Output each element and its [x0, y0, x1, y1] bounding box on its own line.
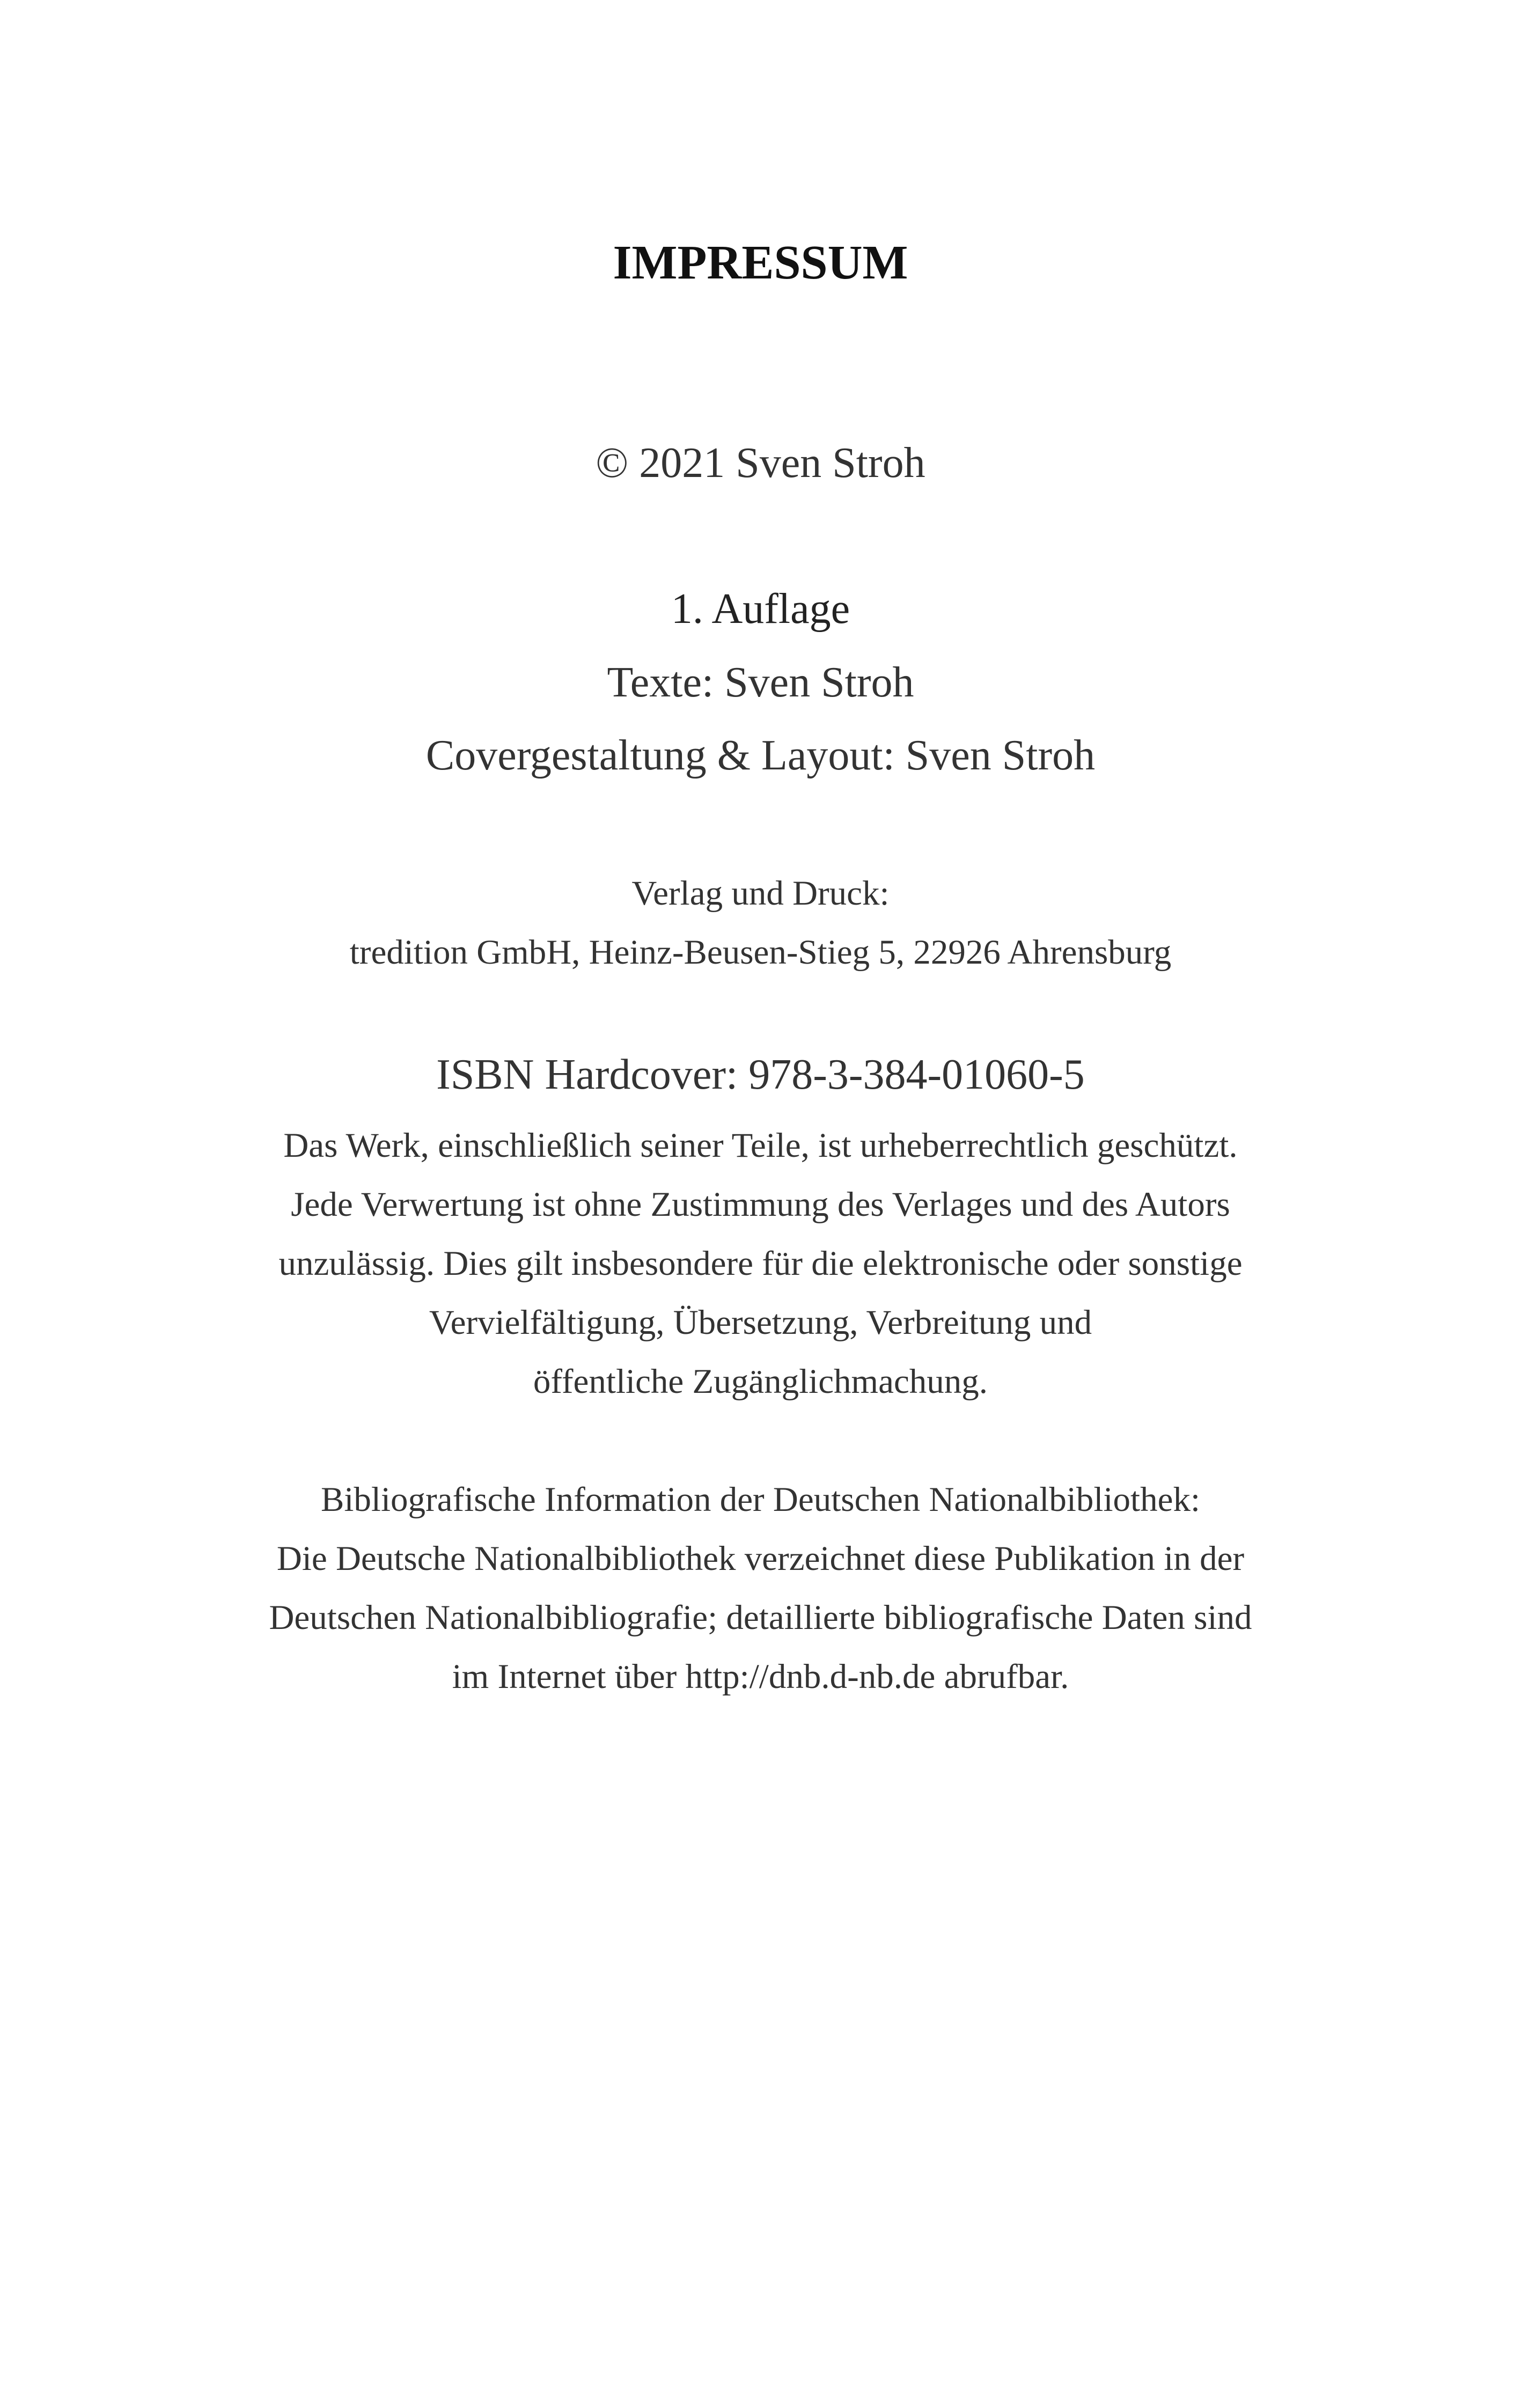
copyright-notice-line: Das Werk, einschließlich seiner Teile, ist urheberrechtlich geschützt. [283, 1126, 1238, 1165]
copyright-notice-line: unzulässig. Dies gilt insbesondere für die elektronische oder sonstige [278, 1244, 1243, 1283]
bibliographic-info-line: Bibliografische Information der Deutschen Nationalbibliothek: [321, 1480, 1200, 1519]
copyright-line: © 2021 Sven Stroh [596, 439, 925, 487]
page-title: IMPRESSUM [613, 236, 908, 289]
bibliographic-info-line: Die Deutsche Nationalbibliothek verzeichnet diese Publikation in der [276, 1539, 1245, 1578]
isbn-line: ISBN Hardcover: 978-3-384-01060-5 [436, 1051, 1085, 1098]
bibliographic-info-line: im Internet über http://dnb.d-nb.de abrufbar. [452, 1657, 1069, 1696]
copyright-notice-line: Vervielfältigung, Übersetzung, Verbreitung und [429, 1303, 1092, 1342]
cover-layout-credit: Covergestaltung & Layout: Sven Stroh [425, 732, 1096, 779]
publisher-address: tredition GmbH, Heinz-Beusen-Stieg 5, 22926 Ahrensburg [349, 933, 1172, 972]
publisher-label: Verlag und Druck: [631, 874, 890, 913]
edition-line: 1. Auflage [671, 585, 850, 633]
copyright-notice-line: Jede Verwertung ist ohne Zustimmung des Verlages und des Autors [291, 1185, 1230, 1224]
bibliographic-info-line: Deutschen Nationalbibliografie; detaillierte bibliografische Daten sind [269, 1598, 1252, 1637]
copyright-notice-line: öffentliche Zugänglichmachung. [533, 1362, 988, 1401]
texts-credit: Texte: Sven Stroh [607, 659, 914, 706]
